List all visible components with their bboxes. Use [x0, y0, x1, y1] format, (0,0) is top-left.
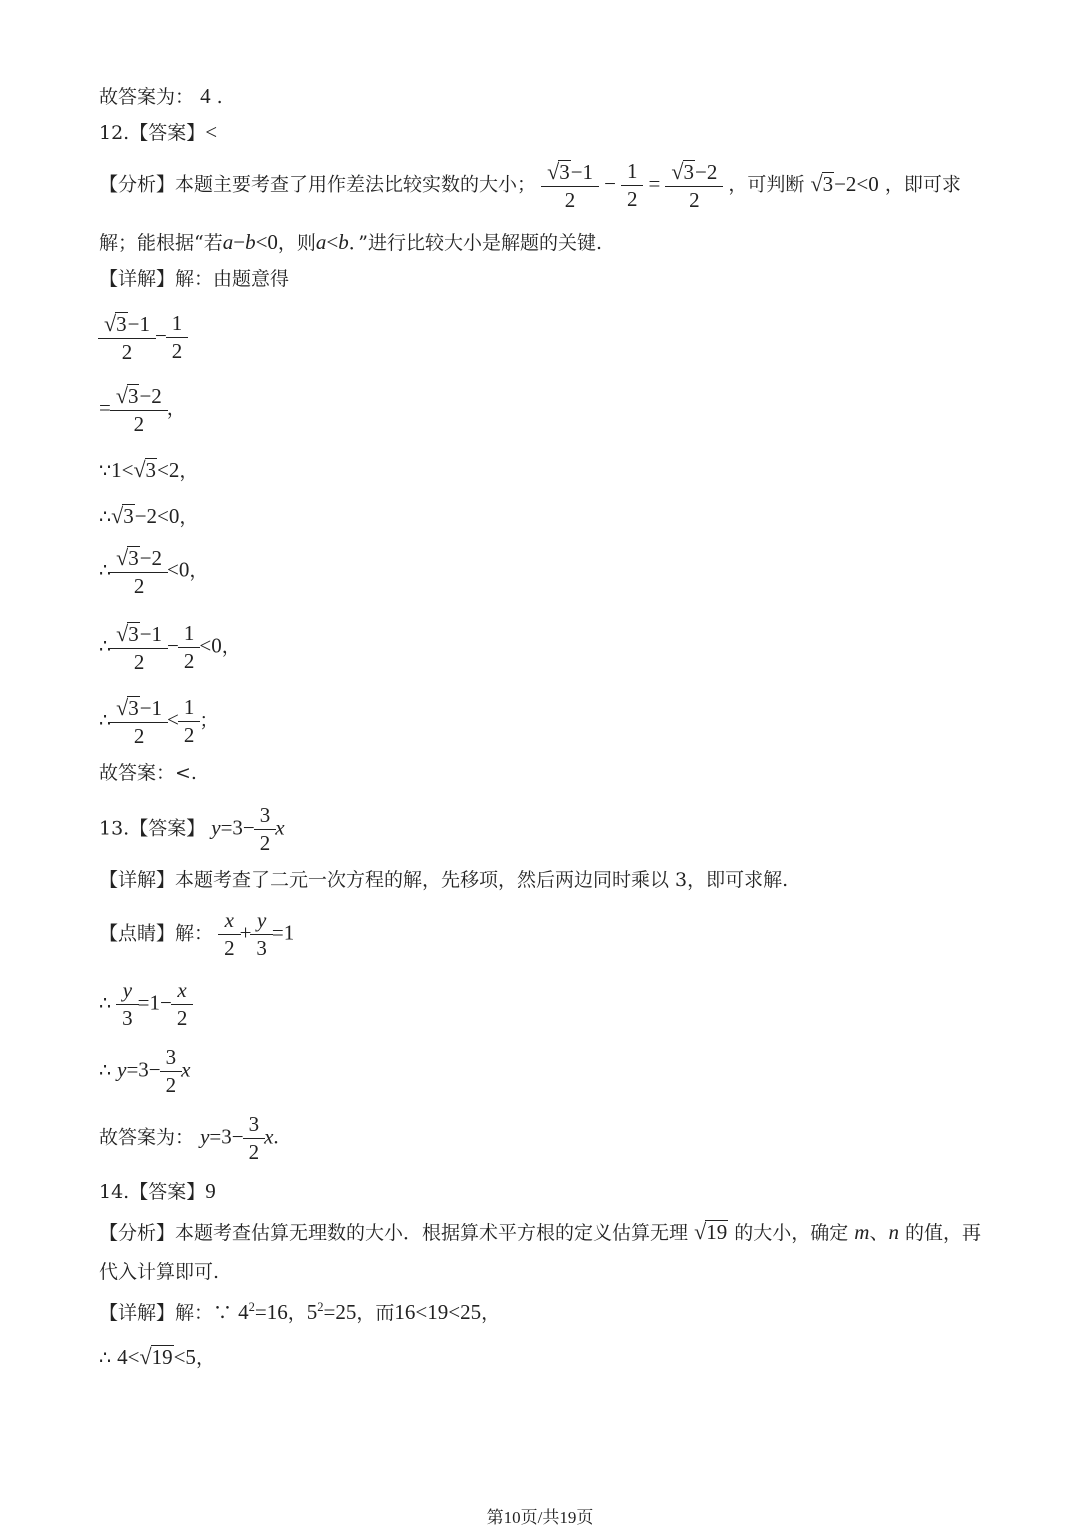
analysis-text: ．”进行比较大小是解题的关键. [348, 232, 603, 254]
answer-heading: 13.【答案】 [99, 817, 206, 840]
q12-step-7: ∴ √ 3 −1 2 < $\frac{1}{2}$ ； [99, 695, 219, 749]
page-footer: 第10页/共19页 [486, 1508, 594, 1527]
detail-label: 【详解】 [99, 869, 176, 891]
q12-step-2: = √ 3 −2 2 ， [99, 383, 186, 437]
math-fraction: √ 3 −1 2 [544, 160, 596, 211]
detail-label: 【详解】 [99, 1302, 176, 1324]
q12-analysis-line1: 【分析】本题主要考查了用作差法比较实数的大小； √ 3 −1 2 − $\frac{1}{2}$ = √ 3 −2 2 ，可判断 √ 3 −2<0 ，即可求 [99, 159, 961, 213]
analysis-text: 的值，再 [905, 1222, 982, 1244]
therefore-symbol: ∴ [99, 709, 112, 732]
q13-step-1: ∴ $\frac{y}{3}$ =1− $\frac{x}{2}$ [99, 980, 192, 1029]
math-fraction: $\frac{1}{2}$ [624, 161, 641, 210]
answer-value: 4 [200, 84, 211, 108]
q12-answer [99, 122, 217, 143]
tip-label: 【点睛】 [99, 922, 176, 945]
conclusion-text: 故答案：<. [99, 762, 197, 784]
analysis-text: 本题主要考查了用作差法比较实数的大小； [175, 173, 537, 196]
q13-tip: 【点睛】解： $\frac{x}{2}$ + $\frac{y}{3}$ =1 [99, 908, 295, 960]
detail-text: 解： [175, 1302, 214, 1324]
because-symbol: ∵ [99, 460, 112, 482]
analysis-text: ，可判断 [728, 173, 805, 196]
detail-text: 本题考查了二元一次方程的解，先移项，然后两边同时乘以 3，即可求解. [175, 869, 789, 891]
q11-conclusion [99, 86, 223, 107]
q12-step-1: √ 3 −1 2 − $\frac{1}{2}$ [99, 312, 187, 363]
answer-value: < [205, 120, 218, 144]
detail-text: 解：由题意得 [175, 268, 290, 290]
q14-detail: 【详解】解：∵ $4^2=16$，$5^2=25$，而16<19<25， [99, 1300, 501, 1324]
therefore-symbol: ∴ [99, 992, 112, 1015]
tip-text: 解： [175, 922, 214, 945]
q13-detail [99, 871, 788, 890]
q14-analysis-line2 [99, 1263, 219, 1282]
q14-answer [99, 1181, 216, 1202]
detail-label: 【详解】 [99, 268, 176, 290]
analysis-text: 本题考查估算无理数的大小．根据算术平方根的定义估算无理 [175, 1222, 689, 1244]
q12-step-6: ∴ √ 3 −1 2 − $\frac{1}{2}$ <0， [99, 621, 241, 675]
analysis-text: ，则 [277, 232, 316, 254]
therefore-symbol: ∴ [99, 559, 112, 582]
period: . [216, 86, 223, 108]
q12-detail [99, 270, 289, 289]
because-symbol: ∵ [213, 1302, 233, 1324]
analysis-text: 解；能根据“若 [99, 232, 223, 254]
q14-step-1: ∴ 4< √ 19 <5， [99, 1344, 215, 1369]
analysis-text: 的大小，确定 [734, 1222, 849, 1244]
answer-heading: 14.【答案】 [99, 1181, 206, 1203]
q13-step-2: ∴ y=3− $\frac{3}{2}$ x [99, 1045, 191, 1097]
answer-heading: 12.【答案】 [99, 122, 206, 144]
q12-step-4: ∴ √ 3 −2<0， [99, 503, 199, 528]
q12-step-5: ∴ √ 3 −2 2 <0， [99, 545, 209, 599]
conclusion-label: 故答案为： [99, 86, 195, 108]
q12-conclusion [99, 764, 197, 783]
answer-value: 9 [205, 1179, 216, 1203]
q14-analysis-line1: 【分析】本题考查估算无理数的大小．根据算术平方根的定义估算无理 √ 19 的大小，确定 m、n 的值，再 [99, 1219, 982, 1244]
math-expression: √ 3 −2<0 [810, 170, 879, 196]
analysis-text: ，即可求 [884, 173, 961, 196]
therefore-symbol: ∴ [99, 635, 112, 658]
q12-step-3: ∵1< √ 3 <2， [99, 457, 199, 482]
q13-conclusion: 故答案为： y=3− $\frac{3}{2}$ x. [99, 1112, 279, 1164]
q12-analysis-line2: 解；能根据“若a−b<0，则a<b．”进行比较大小是解题的关键. [99, 230, 603, 254]
therefore-symbol: ∴ [99, 1347, 112, 1369]
conclusion-label: 故答案为： [99, 1126, 195, 1149]
therefore-symbol: ∴ [99, 506, 112, 528]
analysis-label: 【分析】 [99, 173, 176, 196]
therefore-symbol: ∴ [99, 1059, 112, 1082]
q13-answer: 13.【答案】 y=3− $\frac{3}{2}$ x [99, 803, 285, 855]
analysis-label: 【分析】 [99, 1222, 176, 1244]
math-fraction: √ 3 −2 2 [668, 160, 720, 211]
analysis-text: 代入计算即可. [99, 1261, 220, 1283]
